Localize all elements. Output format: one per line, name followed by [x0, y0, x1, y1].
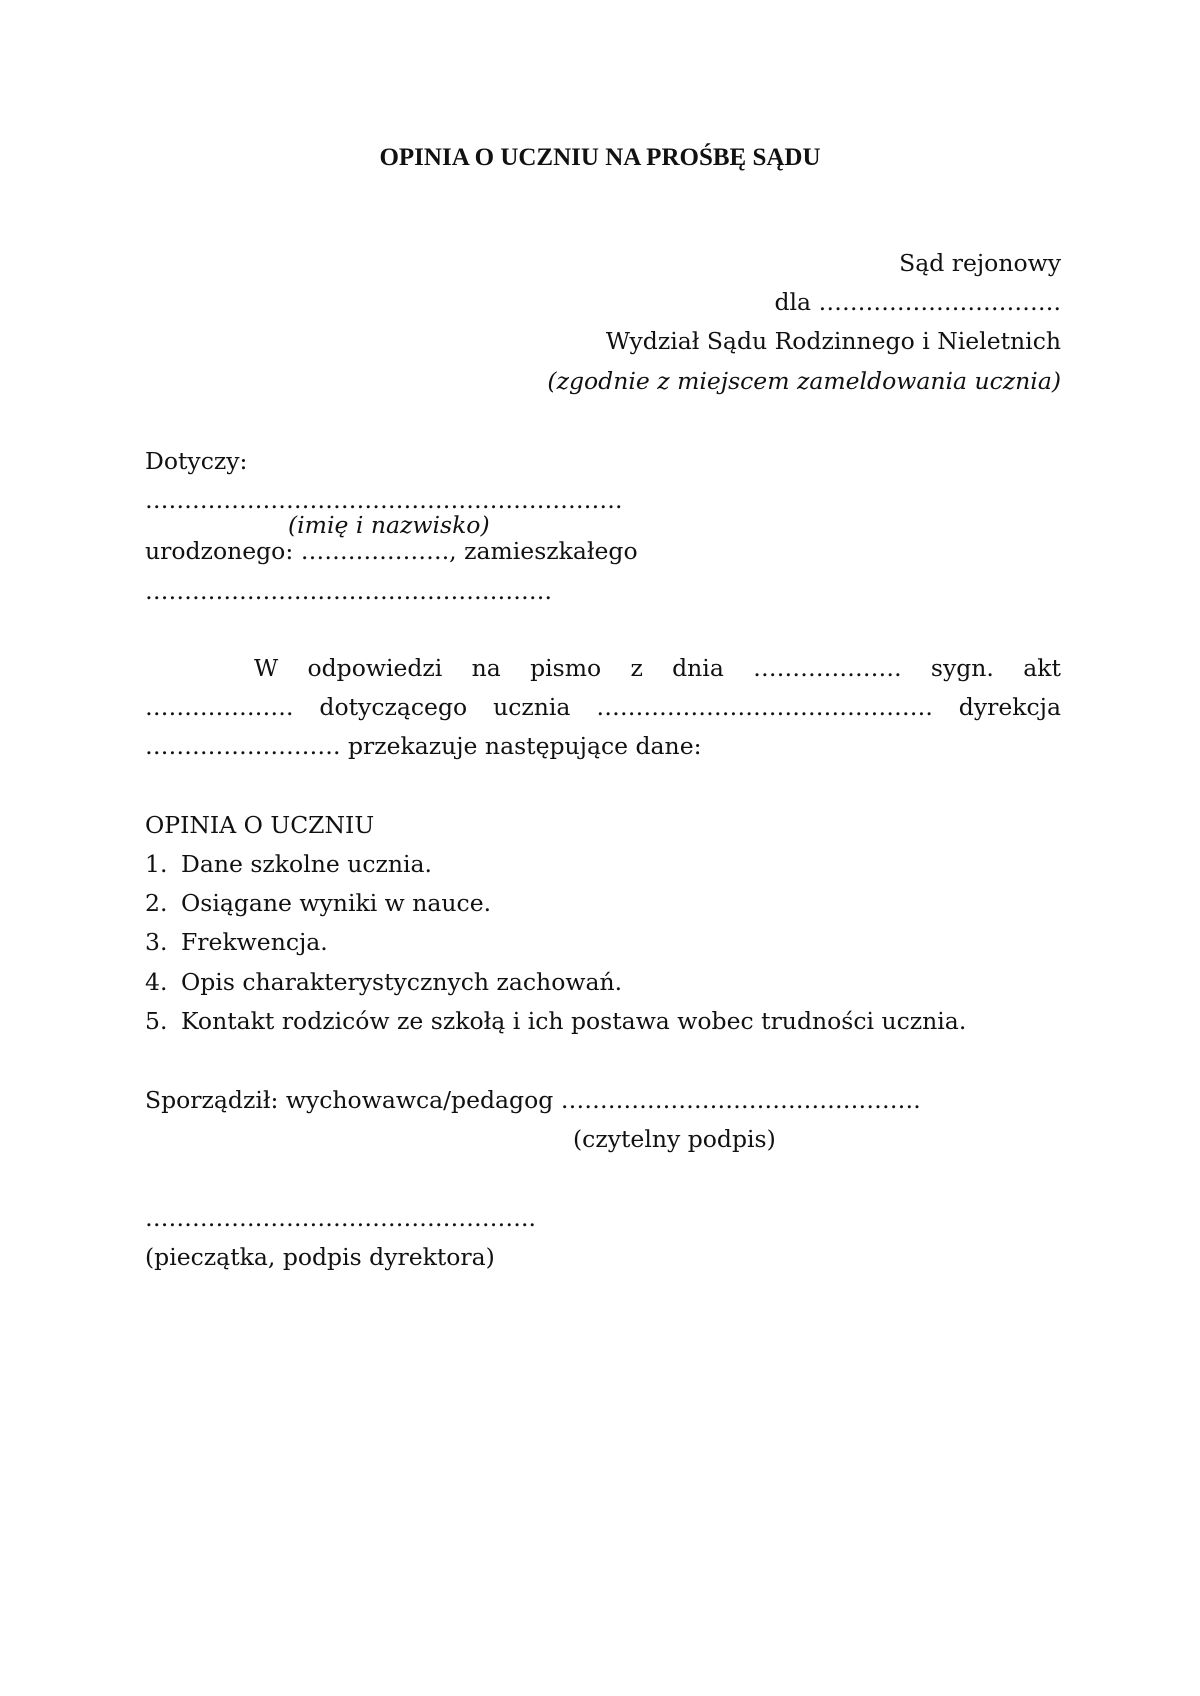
list-item-number: 5. — [145, 1007, 168, 1035]
document-title: OPINIA O UCZNIU NA PROŚBĘ SĄDU — [379, 144, 821, 171]
list-item — [145, 1007, 967, 1035]
list-item-text: Dane szkolne ucznia. — [181, 850, 433, 878]
paragraph-word: dnia — [672, 654, 724, 682]
list-item — [145, 968, 623, 996]
paragraph-word: ……………………………………. — [596, 693, 933, 721]
regarding-label: Dotyczy: — [145, 447, 248, 475]
address-field: ……………………………………………. — [145, 577, 552, 605]
paragraph-word: dyrekcja — [958, 693, 1061, 721]
director-signature-hint: (pieczątka, podpis dyrektora) — [145, 1243, 495, 1271]
paragraph-word: odpowiedzi — [307, 654, 443, 682]
paragraph-word: ………………. — [753, 654, 902, 682]
addressee-for: dla …………………………. — [774, 288, 1061, 316]
readable-signature-hint: (czytelny podpis) — [573, 1125, 776, 1153]
paragraph-word: ………………. — [145, 693, 294, 721]
list-item-text: Frekwencja. — [181, 928, 328, 956]
paragraph-row-3: ……………………. przekazuje następujące dane: — [145, 732, 702, 760]
prepared-by-line: Sporządził: wychowawca/pedagog ………………………………………. — [145, 1086, 921, 1114]
opinion-heading: OPINIA O UCZNIU — [145, 811, 375, 839]
list-item — [145, 928, 328, 956]
paragraph-word: sygn. — [930, 654, 994, 682]
list-item-text: Opis charakterystycznych zachowań. — [181, 968, 623, 996]
paragraph-word: na — [471, 654, 501, 682]
paragraph-word: W — [254, 654, 279, 682]
list-item — [145, 850, 433, 878]
list-item — [145, 889, 492, 917]
student-name-field: ……………………………………………………. — [145, 486, 623, 514]
list-item-number: 3. — [145, 928, 168, 956]
list-item-number: 1. — [145, 850, 168, 878]
paragraph-word: z — [630, 654, 643, 682]
paragraph-row-1 — [254, 654, 1061, 682]
list-item-number: 4. — [145, 968, 168, 996]
paragraph-word: ucznia — [493, 693, 571, 721]
addressee-department: Wydział Sądu Rodzinnego i Nieletnich — [605, 327, 1061, 355]
paragraph-word: pismo — [530, 654, 602, 682]
list-item-text: Osiągane wyniki w nauce. — [181, 889, 492, 917]
addressee-court: Sąd rejonowy — [899, 249, 1061, 277]
addressee-note: (zgodnie z miejscem zameldowania ucznia) — [547, 367, 1061, 395]
list-item-text: Kontakt rodziców ze szkołą i ich postawa wobec trudności ucznia. — [181, 1007, 967, 1035]
student-name-hint: (imię i nazwisko) — [288, 511, 490, 539]
list-item-number: 2. — [145, 889, 168, 917]
paragraph-word: akt — [1023, 654, 1061, 682]
director-signature-field: ………………………………………….. — [145, 1204, 536, 1232]
paragraph-row-2 — [145, 693, 1061, 721]
paragraph-word: dotyczącego — [319, 693, 468, 721]
birth-residence-line: urodzonego: ………………., zamieszkałego — [145, 537, 638, 565]
